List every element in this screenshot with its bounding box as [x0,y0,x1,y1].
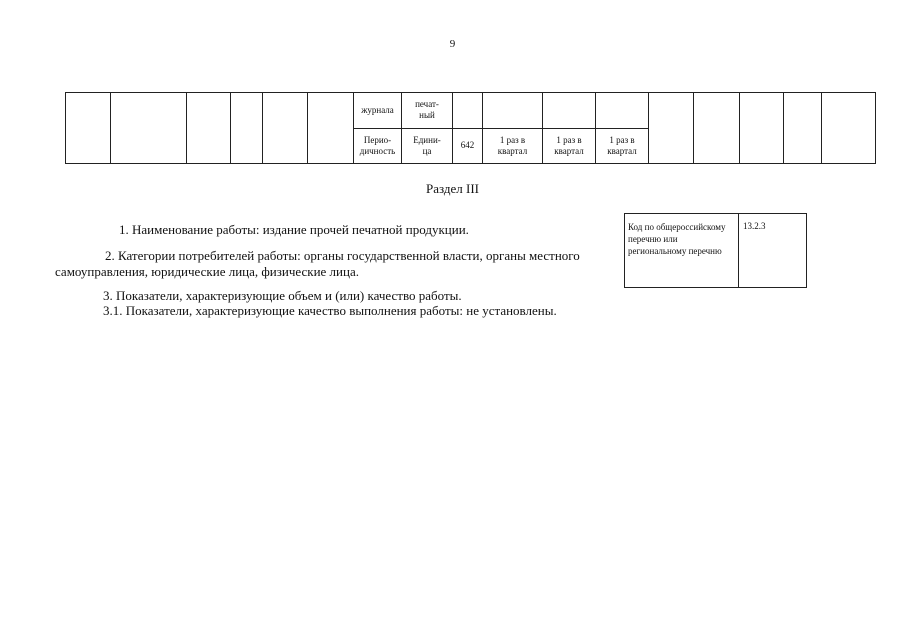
table-cell: 1 раз в квартал [596,128,649,164]
table-cell: печат- ный [402,93,453,129]
table-cell [694,93,740,164]
table-cell [66,93,111,164]
table-cell [308,93,354,164]
table-cell [784,93,822,164]
table-cell: журнала [354,93,402,129]
table-cell [649,93,694,164]
paragraph-consumers-line2: самоуправления, юридические лица, физические лица. [55,264,359,279]
paragraph-consumers-line1: 2. Категории потребителей работы: органы государственной власти, органы местного [105,248,580,263]
table-cell [231,93,263,164]
divider [738,214,739,287]
classifier-code-box [624,213,807,288]
paragraph-quality-indicators: 3.1. Показатели, характеризующие качество выполнения работы: не установлены. [103,303,557,318]
table-cell: 1 раз в квартал [543,128,596,164]
section-title: Раздел III [425,181,479,196]
table-cell [822,93,876,164]
table-cell: Едини- ца [402,128,453,164]
table-cell [543,93,596,129]
table-cell [596,93,649,129]
table-cell [740,93,784,164]
table-cell: 642 [453,128,483,164]
table-cell [453,93,483,129]
paragraph-indicators: 3. Показатели, характеризующие объем и (или) качество работы. [103,288,462,303]
table-cell [483,93,543,129]
classifier-code-label: Код по общероссийскому перечню или региональному перечню [628,222,726,256]
indicator-table [65,92,876,164]
paragraph-work-name: 1. Наименование работы: издание прочей печатной продукции. [119,222,469,237]
table-cell: 1 раз в квартал [483,128,543,164]
table-cell [187,93,231,164]
table-cell [111,93,187,164]
page-number: 9 [449,38,456,50]
table-cell [263,93,308,164]
classifier-code-value: 13.2.3 [743,221,766,231]
table-cell: Перио- дичность [354,128,402,164]
table-row [66,93,876,129]
